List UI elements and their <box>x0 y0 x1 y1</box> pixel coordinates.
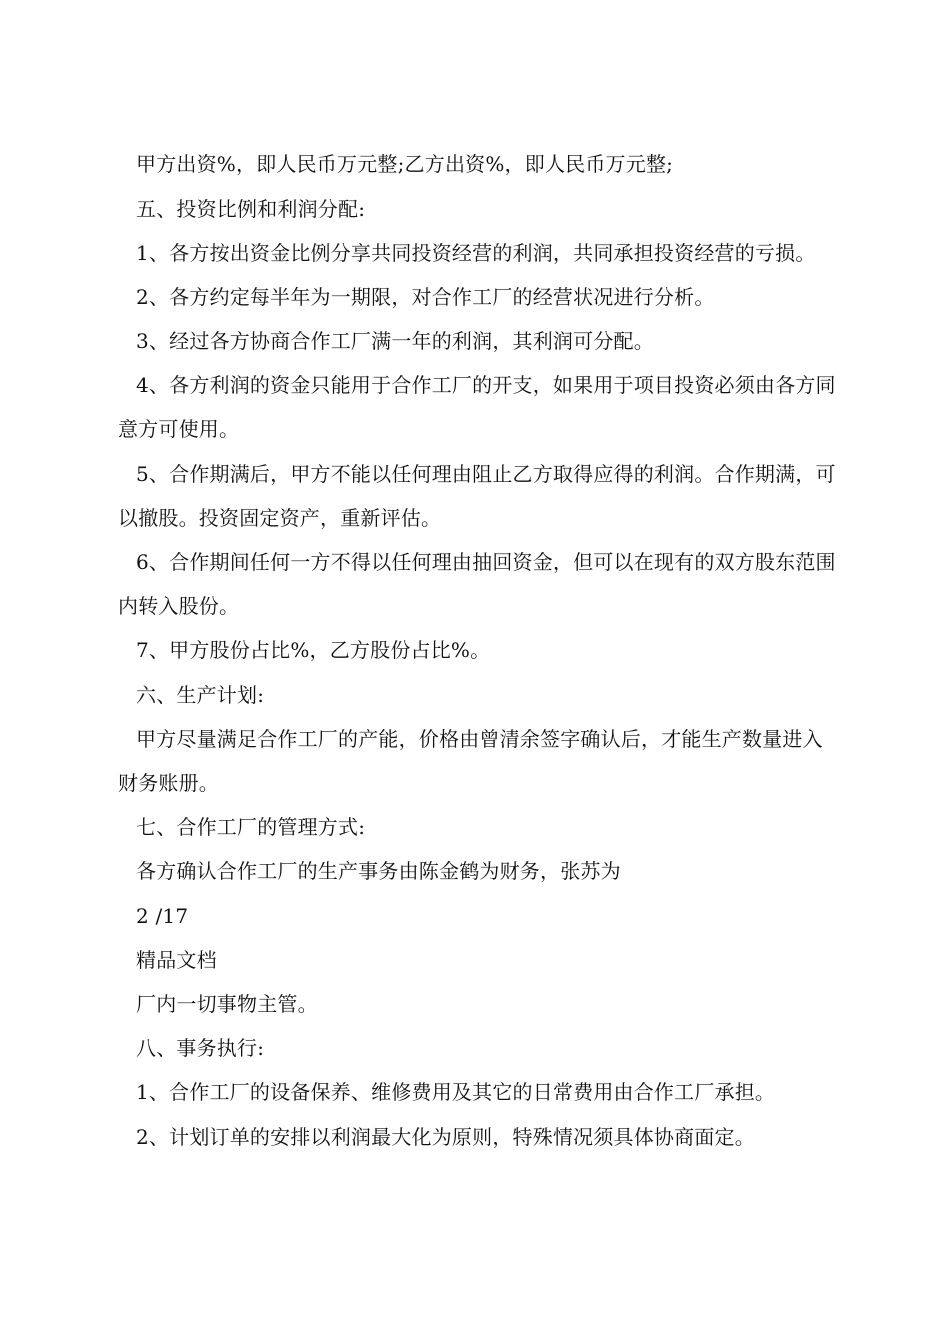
section-heading: 六、生产计划: <box>136 683 265 707</box>
text-line: 厂内一切事物主管。 <box>136 992 318 1016</box>
page-watermark-text: 精品文档 <box>136 948 217 972</box>
text-line: 6、合作期间任何一方不得以任何理由抽回资金，但可以在现有的双方股东范围 <box>136 550 836 574</box>
text-line: 1、各方按出资金比例分享共同投资经营的利润，共同承担投资经营的亏损。 <box>136 241 816 265</box>
text-line: 3、经过各方协商合作工厂满一年的利润，其利润可分配。 <box>136 329 654 353</box>
text-line: 7、甲方股份占比%，乙方股份占比%。 <box>136 638 491 662</box>
text-line: 内转入股份。 <box>118 594 240 618</box>
section-heading: 七、合作工厂的管理方式: <box>136 815 366 839</box>
text-line: 甲方尽量满足合作工厂的产能，价格由曾清余签字确认后，才能生产数量进入 <box>136 727 823 751</box>
page-number: 2 /17 <box>136 904 189 928</box>
text-line: 财务账册。 <box>118 771 219 795</box>
text-line: 4、各方利润的资金只能用于合作工厂的开支，如果用于项目投资必须由各方同 <box>136 373 836 397</box>
section-heading: 八、事务执行: <box>136 1036 265 1060</box>
section-heading: 五、投资比例和利润分配: <box>136 197 366 221</box>
text-line: 5、合作期满后，甲方不能以任何理由阻止乙方取得应得的利润。合作期满，可 <box>136 462 836 486</box>
text-line: 意方可使用。 <box>118 417 240 441</box>
text-line: 各方确认合作工厂的生产事务由陈金鹤为财务，张苏为 <box>136 859 621 883</box>
text-line: 甲方出资%，即人民币万元整;乙方出资%，即人民币万元整; <box>136 152 674 176</box>
text-line: 1、合作工厂的设备保养、维修费用及其它的日常费用由合作工厂承担。 <box>136 1080 776 1104</box>
text-line: 2、计划订单的安排以利润最大化为原则，特殊情况须具体协商面定。 <box>136 1125 755 1149</box>
text-line: 2、各方约定每半年为一期限，对合作工厂的经营状况进行分析。 <box>136 285 715 309</box>
text-line: 以撤股。投资固定资产，重新评估。 <box>118 506 442 530</box>
